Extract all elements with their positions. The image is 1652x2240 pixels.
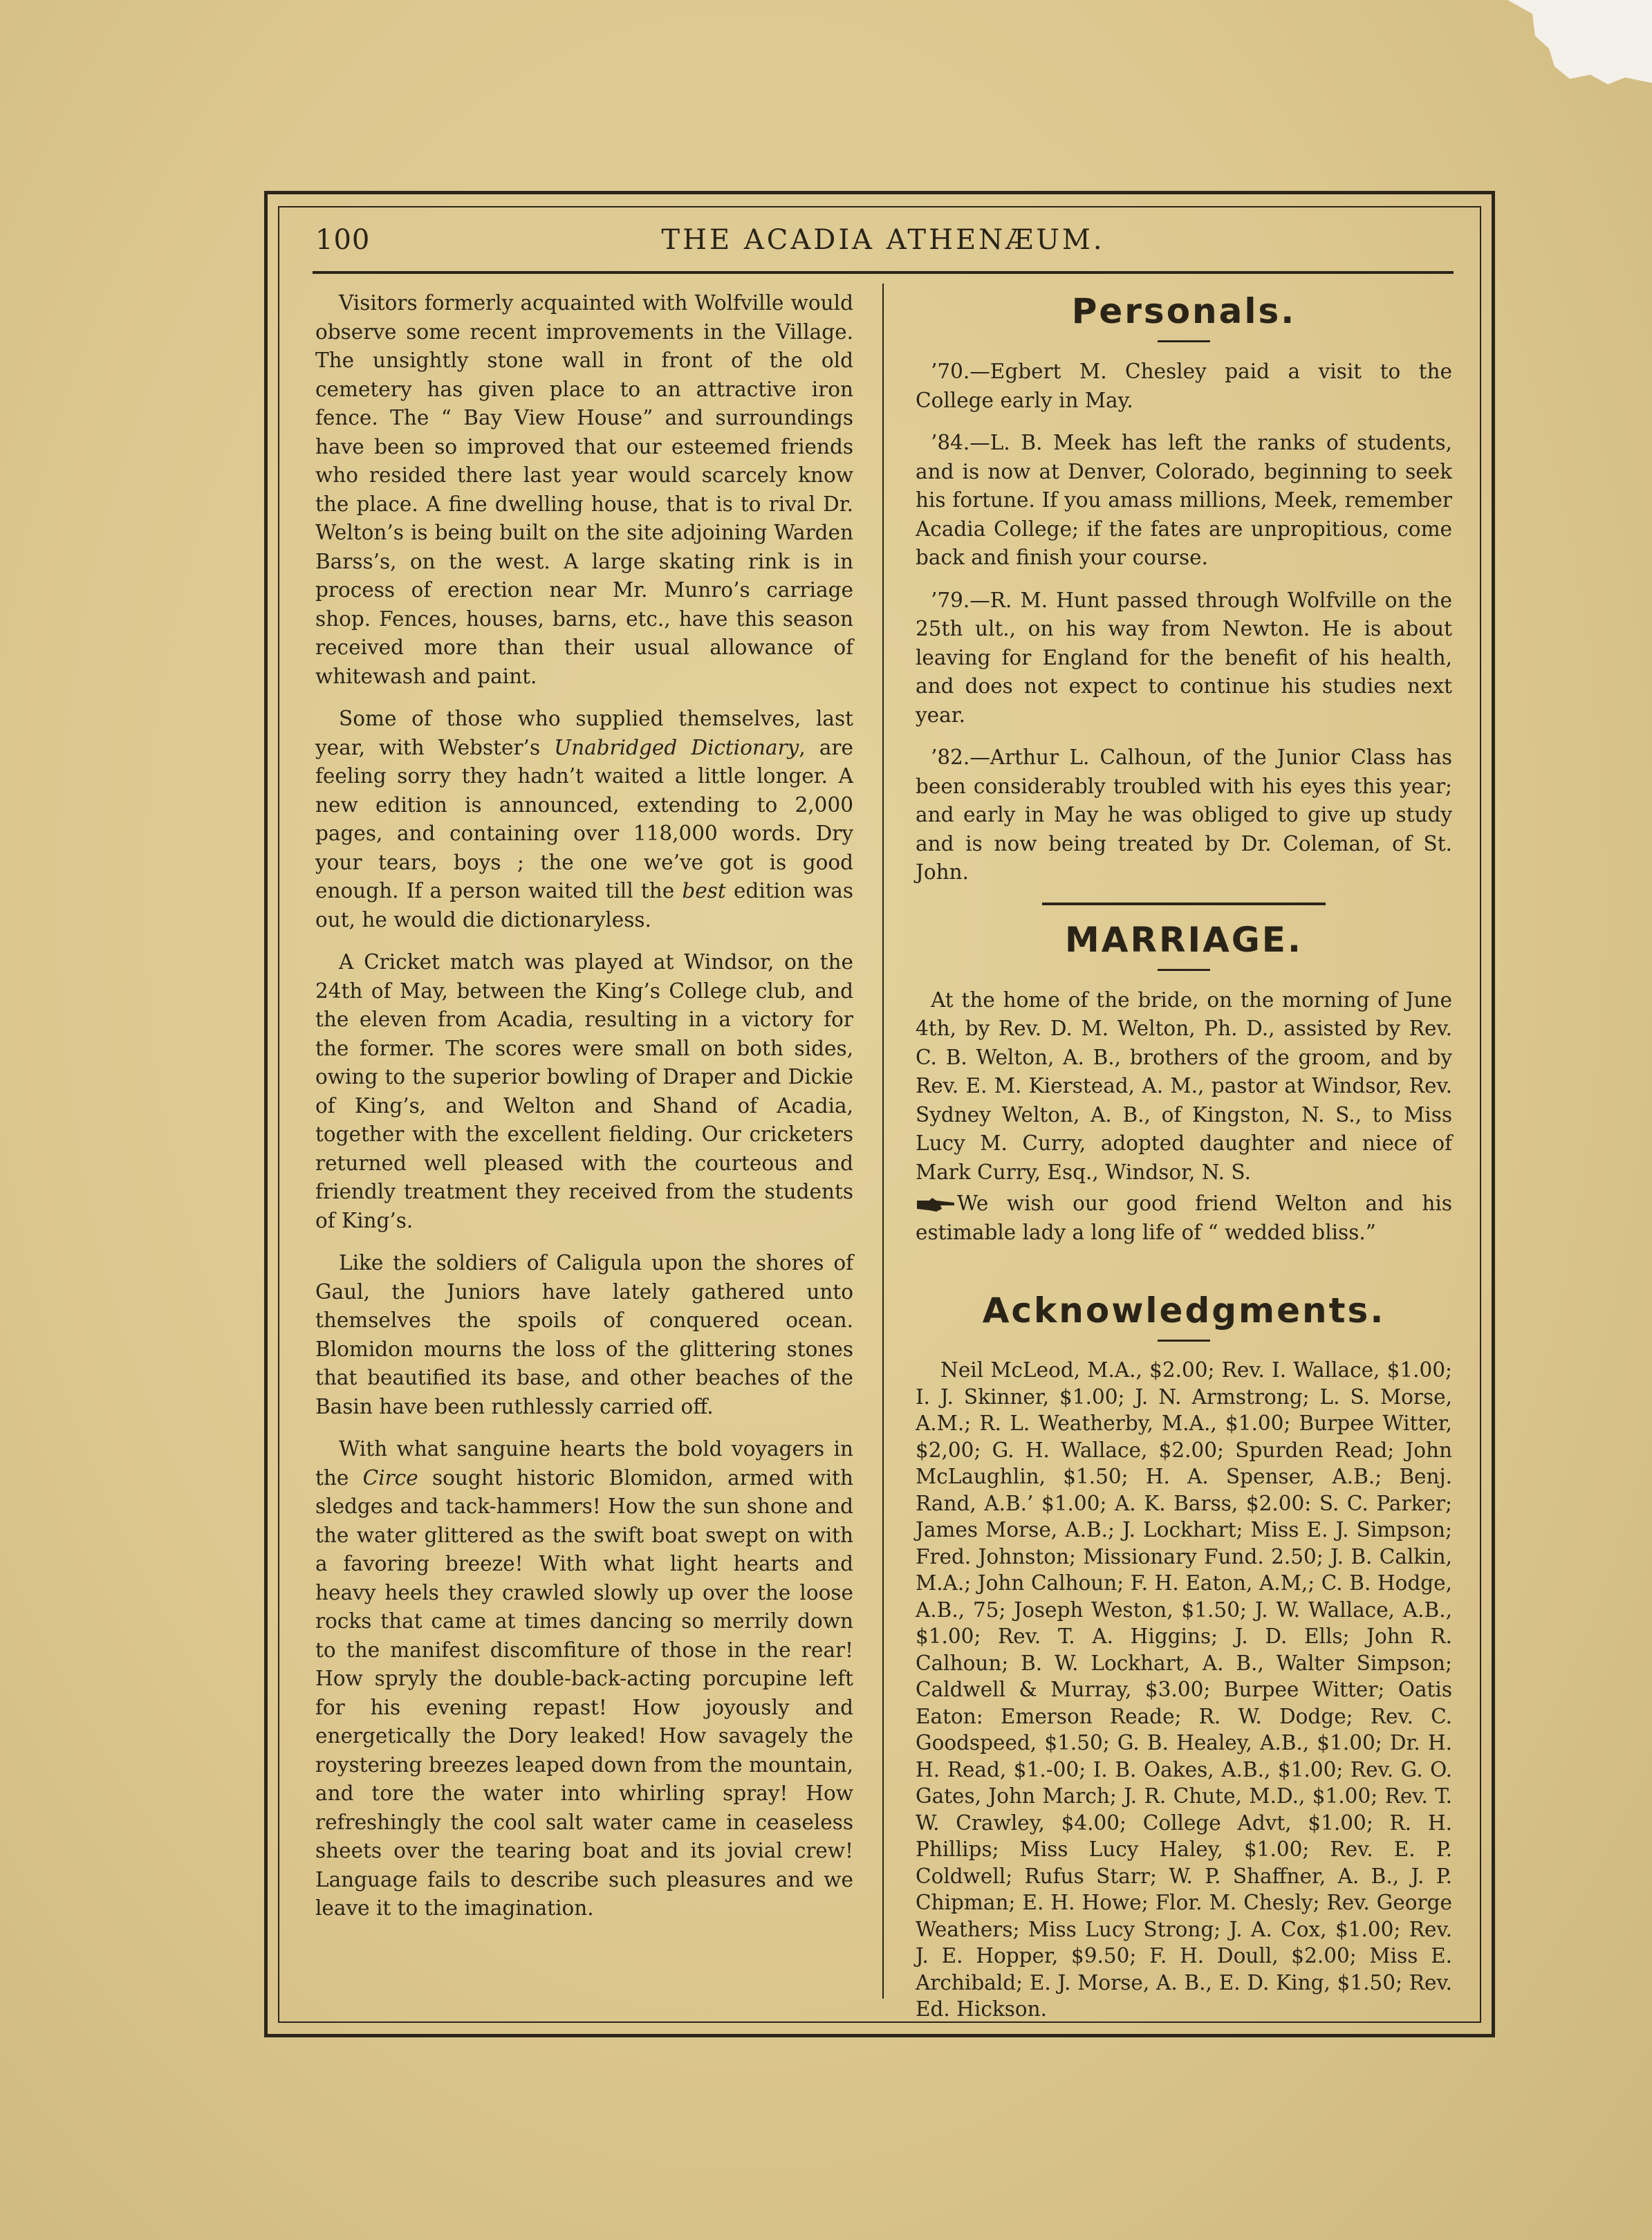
article-village-improvements: Visitors formerly acquainted with Wolfville would observe some recent improvements in the Village. The unsightly stone wall in front of the old cemetery has given place to an attractive iron fence. The “ Bay View House” and surroundings have been so improved that our esteemed friends who resided there last year would scarcely know the place. A fine dwelling house, that is to rival Dr. Welton’s is being built on the site adjoining Warden Barss’s, on the west. A large skating rink is in process of erection near Mr. Munro’s carriage shop. Fences, houses, barns, etc., have this season received more than their usual allowance of whitewash and paint. — [315, 291, 853, 688]
heading-rule — [1158, 1340, 1210, 1342]
heading-rule — [1158, 340, 1210, 342]
column-divider — [882, 284, 884, 1999]
pointing-hand-icon — [916, 1196, 957, 1213]
article-juniors-spoils: Like the soldiers of Caligula upon the shores of Gaul, the Juniors have lately gathered unto themselves the spoils of conquered ocean. Blomidon mourns the loss of the glittering stones that beautified its base, and other beaches of the Basin have been ruthlessly carried off. — [315, 1251, 853, 1418]
personal-item: ’82.—Arthur L. Calhoun, of the Junior Class has been considerably troubled with his eyes this year; and early in May he was obliged to give up study and is now being treated by Dr. Coleman, of St. John. — [916, 746, 1452, 884]
dictionary-title: Unabridged Dictionary — [554, 735, 799, 759]
voyage-text-before: With what sanguine hearts the bold voyagers in the — [315, 1437, 853, 1490]
page-header — [313, 216, 1454, 274]
torn-corner — [1466, 0, 1652, 90]
dictionary-text-after: edition was out, he would die dictionaryless. — [315, 879, 853, 932]
personal-item: ’70.—Egbert M. Chesley paid a visit to the College early in May. — [916, 360, 1452, 412]
personal-item: ’84.—L. B. Meek has left the ranks of students, and is now at Denver, Colorado, beginning to seek his fortune. If you amass millions, Meek, remember Acadia College; if the fates are unpropitious, come back and finish your course. — [916, 431, 1452, 569]
dictionary-best: best — [682, 879, 726, 903]
dictionary-text-before: Some of those who supplied themselves, last year, with Webster’s — [315, 707, 853, 759]
acknowledgments-heading: Acknowledgments. — [982, 1290, 1386, 1331]
personals-heading: Personals. — [1071, 291, 1297, 331]
article-voyage — [315, 1435, 853, 1923]
wedding-wishes — [916, 1190, 1452, 1247]
voyage-ship-name: Circe — [362, 1465, 418, 1490]
left-column — [315, 289, 853, 1937]
section-rule — [1042, 903, 1326, 905]
right-column — [916, 289, 1452, 2023]
wedding-wishes-text: We wish our good friend Welton and his estimable lady a long life of “ wedded bliss.” — [916, 1192, 1452, 1244]
personal-item: ’79.—R. M. Hunt passed through Wolfville on the 25th ult., on his way from Newton. He is about leaving for England for the benefit of his health, and does not expect to continue his studies next year. — [916, 588, 1452, 727]
heading-rule — [1158, 969, 1210, 971]
voyage-text-after: sought historic Blomidon, armed with sledges and tack-hammers! How the sun shone and the water glittered as the swift boat swept on with a favoring breeze! With what light hearts and heavy heels they crawled slowly up over the loose rocks that came at times dancing so merrily down to the manifest discomfiture of those in the rear! How spryly the double-back-acting porcupine left for his evening repast! How joyously and energetically the Dory leaked! How savagely the roystering breezes leaped down from the mountain, and tore the water into whirling spray! How refreshingly the cool salt water came in ceaseless sheets over the tearing boat and its jovial crew! Language fails to describe such pleasures and we leave it to the imagination. — [315, 1465, 853, 1920]
acknowledgments-list: Neil McLeod, M.A., $2.00; Rev. I. Wallace, $1.00; I. J. Skinner, $1.00; J. N. Armstrong; L. S. Morse, A.M.; R. L. Weatherby, M.A., $1.00; Burpee Witter, $2,00; G. H. Wallace, $2.00; Spurden Read; John McLaughlin, $1.50; H. A. Spenser, A.B.; Benj. Rand, A.B.’ $1.00; A. K. Barss, $2.00: S. C. Parker; James Morse, A.B.; J. Lockhart; Miss E. J. Simpson; Fred. Johnston; Missionary Fund. 2.50; J. B. Calkin, M.A.; John Calhoun; F. H. Eaton, A.M,; C. B. Hodge, A.B., 75; Joseph Weston, $1.50; J. W. Wallace, A.B., $1.00; Rev. T. A. Higgins; J. D. Ells; John R. Calhoun; B. W. Lockhart, A. B., Walter Simpson; Caldwell & Murray, $3.00; Burpee Witter; Oatis Eaton: Emerson Reade; R. W. Dodge; Rev. C. Goodspeed, $1.50; G. B. Healey, A.B., $1.00; Dr. H. H. Read, $1.-00; I. B. Oakes, A.B., $1.00; Rev. G. O. Gates, John March; J. R. Chute, M.D., $1.00; Rev. T. W. Crawley, $4.00; College Advt, $1.00; R. H. Phillips; Miss Lucy Haley, $1.00; Rev. E. P. Coldwell; Rufus Starr; W. P. Shaffner, A. B., J. P. Chipman; E. H. Howe; Flor. M. Chesly; Rev. George Weathers; Miss Lucy Strong; J. A. Cox, $1.00; Rev. J. E. Hopper, $9.50; F. H. Doull, $2.00; Miss E. Archibald; E. J. Morse, A. B., E. D. King, $1.50; Rev. Ed. Hickson. — [916, 1358, 1452, 2021]
journal-title: THE ACADIA ATHENÆUM. — [661, 224, 1105, 256]
page-number: 100 — [315, 224, 371, 256]
article-dictionary — [315, 705, 853, 934]
article-cricket-match: A Cricket match was played at Windsor, on the 24th of May, between the King’s College club, and the eleven from Acadia, resulting in a victory for the former. The scores were small on both sides, owing to the superior bowling of Draper and Dickie of King’s, and Welton and Shand of Acadia, together with the excellent fielding. Our cricketers returned well pleased with the courteous and friendly treatment they received from the students of King’s. — [315, 950, 853, 1232]
dictionary-text-middle: , are feeling sorry they hadn’t waited a little longer. A new edition is announced, extending to 2,000 pages, and containing over 118,000 words. Dry your tears, boys ; the one we’ve got is good enough. If a person waited till the — [315, 735, 853, 903]
marriage-notice: At the home of the bride, on the morning of June 4th, by Rev. D. M. Welton, Ph. D., assisted by Rev. C. B. Welton, A. B., brothers of the groom, and by Rev. E. M. Kierstead, A. M., pastor at Windsor, Rev. Sydney Welton, A. B., of Kingston, N. S., to Miss Lucy M. Curry, adopted daughter and niece of Mark Curry, Esq., Windsor, N. S. — [916, 988, 1452, 1184]
marriage-heading: MARRIAGE. — [1065, 919, 1303, 960]
